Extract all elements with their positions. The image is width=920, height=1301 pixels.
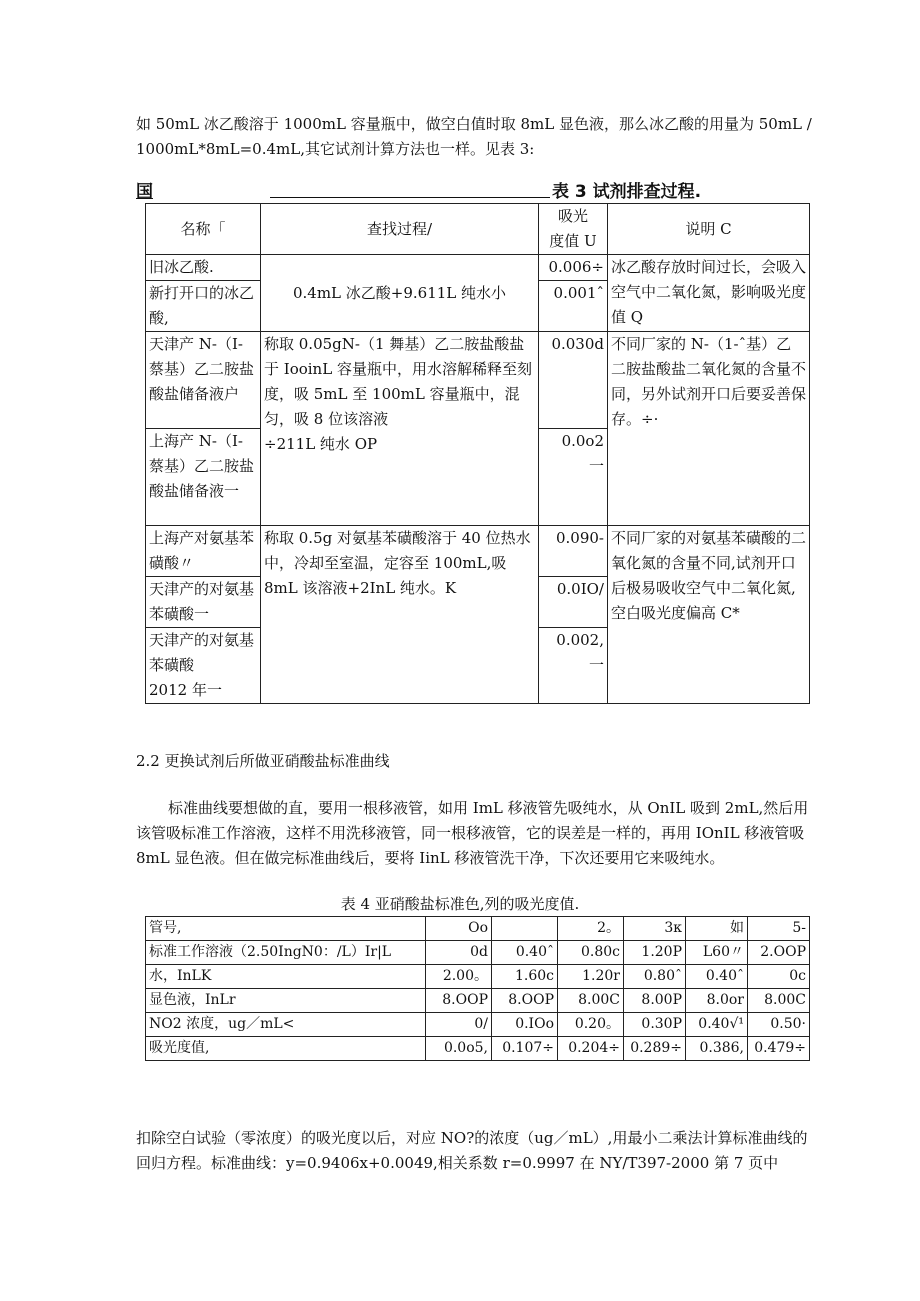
header-name: 名称「 xyxy=(146,204,261,255)
process-cell: 称取 0.5g 对氨基苯磺酸溶于 40 位热水中，冷却至室温，定容至 100mL,吸 8mL 该溶液+2InL 纯水。K xyxy=(261,526,539,704)
table-header-row xyxy=(146,204,810,255)
table-row xyxy=(146,1037,810,1061)
header-absorbance xyxy=(539,204,608,255)
table3-caption-prefix: 国 xyxy=(136,182,153,202)
reagent-name: 天津产 N-（I-蔡基）乙二胺盐酸盐储备液户 xyxy=(146,332,261,429)
table-row xyxy=(146,965,810,989)
cell-value: 0.107÷ xyxy=(492,1037,558,1061)
header-process: 查找过程/ xyxy=(261,204,539,255)
cell-value: 0d xyxy=(426,941,492,965)
absorbance-value: 0.001ˆ xyxy=(539,281,608,332)
cell-value: 2.OOP xyxy=(748,941,810,965)
table3-caption xyxy=(136,177,826,201)
reagent-name: 新打开口的冰乙酸, xyxy=(146,281,261,332)
intro-paragraph: 如 50mL 冰乙酸溶于 1000mL 容量瓶中，做空白值时取 8mL 显色液，那么冰乙酸的用量为 50mL / 1000mL*8mL=0.4mL,其它试剂计算方法也一样。见表 3: xyxy=(136,115,812,158)
process-text: 称取 0.05gN-（1 舞基）乙二胺盐酸盐于 IooinL 容量瓶中，用水溶解稀释至刻度，吸 5mL 至 100mL 容量瓶中，混匀，吸 8 位该溶液 xyxy=(264,335,532,428)
cell-value: 0.IOo xyxy=(492,1013,558,1037)
row-label: 水，InLK xyxy=(146,965,426,989)
table-row xyxy=(146,989,810,1013)
cell-value: 0.40√¹ xyxy=(686,1013,748,1037)
cell-value: 0c xyxy=(748,965,810,989)
reagent-name: 天津产的对氨基苯磺酸一 xyxy=(146,577,261,628)
cell-value: 0.0o5, xyxy=(426,1037,492,1061)
cell-value: 0.80c xyxy=(558,941,624,965)
cell-value: 8.0or xyxy=(686,989,748,1013)
absorbance-value-line1: 0.002, xyxy=(556,631,604,649)
cell-value: 8.00P xyxy=(624,989,686,1013)
regression-paragraph: 扣除空白试验（零浓度）的吸光度以后，对应 NO?的浓度（ug／mL）,用最小二乘法计算标准曲线的回归方程。标准曲线：y=0.9406x+0.0049,相关系数 r=0.9997 在 NY/T397-2000 第 7 页中 xyxy=(136,1129,808,1172)
table-row xyxy=(146,917,810,941)
table-row xyxy=(146,1013,810,1037)
cell-value: 1.20P xyxy=(624,941,686,965)
cell-value: 8.00C xyxy=(748,989,810,1013)
reagent-screening-table xyxy=(145,203,810,704)
cell-value: 0.479÷ xyxy=(748,1037,810,1061)
cell-value xyxy=(492,917,558,941)
process-cell xyxy=(261,332,539,526)
table-row xyxy=(146,255,810,281)
reagent-name: 旧冰乙酸. xyxy=(146,255,261,281)
process-text-2: ÷211L 纯水 OP xyxy=(264,435,378,453)
absorbance-value-line2: 一 xyxy=(588,656,604,674)
cell-value: L60〃 xyxy=(686,941,748,965)
process-cell: 0.4mL 冰乙酸+9.611L 纯水小 xyxy=(261,255,539,332)
cell-value: 8.OOP xyxy=(426,989,492,1013)
cell-value: 0.30P xyxy=(624,1013,686,1037)
cell-value: Oo xyxy=(426,917,492,941)
cell-value: 2。 xyxy=(558,917,624,941)
reagent-name: 上海产对氨基苯磺酸〃 xyxy=(146,526,261,577)
row-label: 显色液，InLr xyxy=(146,989,426,1013)
cell-value: 0.20。 xyxy=(558,1013,624,1037)
table-row xyxy=(146,526,810,577)
header-absorbance-line1: 吸光 xyxy=(557,207,588,225)
reagent-name: 上海产 N-（I-蔡基）乙二胺盐酸盐储备液一 xyxy=(146,429,261,526)
absorbance-value xyxy=(539,628,608,704)
cell-value: 8.00C xyxy=(558,989,624,1013)
header-absorbance-line2: 度值 U xyxy=(549,232,597,250)
nitrite-standard-table xyxy=(145,916,810,1061)
absorbance-value: 0.030d xyxy=(539,332,608,429)
section-title: 2.2 更换试剂后所做亚硝酸盐标准曲线 xyxy=(136,752,390,770)
method-paragraph: 标准曲线要想做的直，要用一根移液管，如用 ImL 移液管先吸纯水，从 OnIL 吸到 2mL,然后用该管吸标准工作溶液，这样不用洗移液管，同一根移液管，它的误差是一样的，再用 IOnIL 移液管吸 8mL 显色液。但在做完标准曲线后，要将 IinL 移液管洗干净，下次还要用它来吸纯水。 xyxy=(136,799,809,867)
row-label: NO2 浓度，ug／mL< xyxy=(146,1013,426,1037)
cell-value: 0.40ˆ xyxy=(686,965,748,989)
table3-title: 表 3 试剂排查过程. xyxy=(552,182,702,202)
cell-value: 2.00。 xyxy=(426,965,492,989)
cell-value: 3κ xyxy=(624,917,686,941)
reagent-name-text: 天津产的对氨基苯磺酸 xyxy=(149,631,255,674)
cell-value: 5- xyxy=(748,917,810,941)
note-cell: 不同厂家的 N-（1-ˆ基）乙二胺盐酸盐二氧化氮的含量不同，另外试剂开口后要妥善保存。÷· xyxy=(608,332,810,526)
absorbance-value: 0.0o2 一 xyxy=(539,429,608,526)
cell-value: 0.289÷ xyxy=(624,1037,686,1061)
cell-value: 8.OOP xyxy=(492,989,558,1013)
reagent-name-year: 2012 年一 xyxy=(149,681,222,699)
row-label: 吸光度值, xyxy=(146,1037,426,1061)
table4-caption: 表 4 亚硝酸盐标准色,列的吸光度值. xyxy=(340,895,580,913)
cell-value: 1.60c xyxy=(492,965,558,989)
row-label: 标准工作溶液（2.50IngN0：/L）Ir|L xyxy=(146,941,426,965)
cell-value: 0.204÷ xyxy=(558,1037,624,1061)
absorbance-value: 0.0IO/ xyxy=(539,577,608,628)
row-label: 管号, xyxy=(146,917,426,941)
absorbance-value: 0.006÷ xyxy=(539,255,608,281)
caption-underline xyxy=(270,197,550,198)
reagent-name xyxy=(146,628,261,704)
cell-value: 如 xyxy=(686,917,748,941)
header-note: 说明 C xyxy=(608,204,810,255)
cell-value: 0.50· xyxy=(748,1013,810,1037)
cell-value: 0.386, xyxy=(686,1037,748,1061)
table-row xyxy=(146,941,810,965)
note-cell: 不同厂家的对氨基苯磺酸的二氧化氮的含量不同,试剂开口后极易吸收空气中二氧化氮,空白吸光度偏高 C* xyxy=(608,526,810,704)
absorbance-value: 0.090- xyxy=(539,526,608,577)
cell-value: 0.40ˆ xyxy=(492,941,558,965)
cell-value: 0.80ˆ xyxy=(624,965,686,989)
cell-value: 0/ xyxy=(426,1013,492,1037)
table-row xyxy=(146,332,810,429)
cell-value: 1.20r xyxy=(558,965,624,989)
note-cell: 冰乙酸存放时间过长，会吸入空气中二氧化氮，影响吸光度值 Q xyxy=(608,255,810,332)
